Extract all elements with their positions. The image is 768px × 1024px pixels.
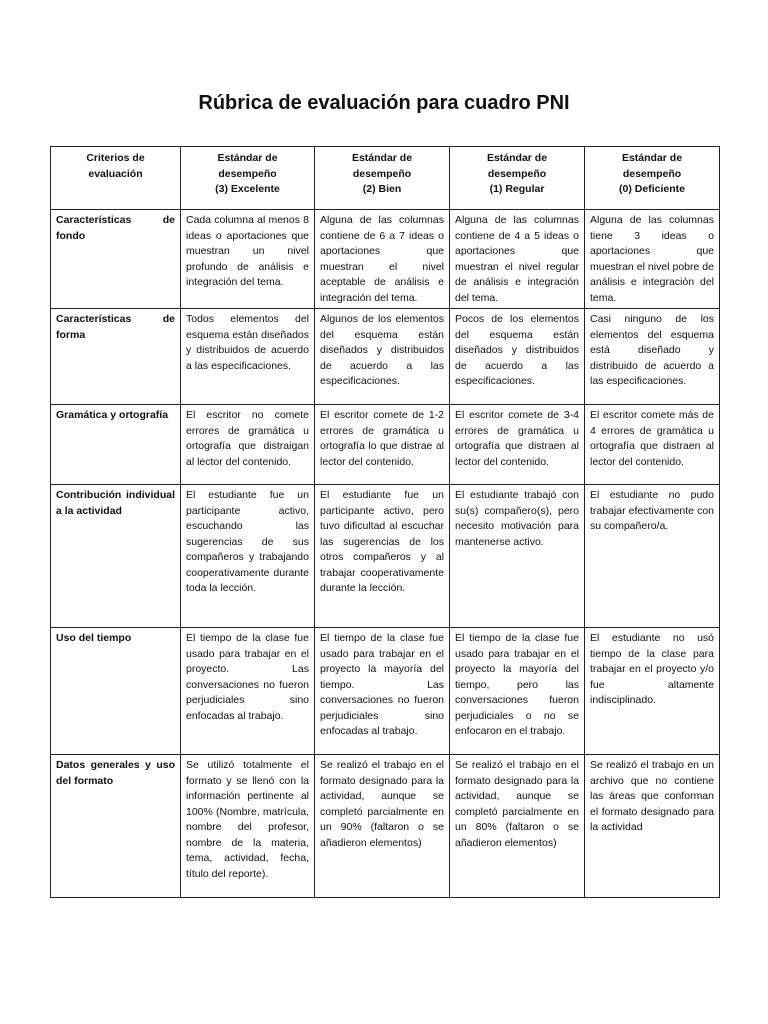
- rubric-table: [50, 146, 720, 898]
- criterion-cell: Gramática y ortografía: [51, 405, 181, 485]
- descriptor-cell: Alguna de las columnas tiene 3 ideas o aportaciones que muestran el nivel pobre de análisis e integración del tema.: [585, 210, 720, 309]
- table-row: [51, 405, 720, 485]
- table-row: [51, 210, 720, 309]
- descriptor-cell: El tiempo de la clase fue usado para trabajar en el proyecto la mayoría del tiempo, pero las conversaciones fueron perjudiciales o no se enfocaron en el trabajo.: [450, 628, 585, 755]
- criterion-cell: Datos generales y uso del formato: [51, 755, 181, 898]
- table-row: [51, 309, 720, 405]
- header-criteria: Criterios de evaluación: [51, 147, 181, 210]
- descriptor-cell: Casi ninguno de los elementos del esquema está diseñado y distribuido de acuerdo a las especificaciones.: [585, 309, 720, 405]
- descriptor-cell: Se realizó el trabajo en el formato designado para la actividad, aunque se completó parcialmente en un 80% (faltaron o se añadieron elementos): [450, 755, 585, 898]
- header-excelente: Estándar de desempeño (3) Excelente: [181, 147, 315, 210]
- descriptor-cell: Se utilizó totalmente el formato y se llenó con la información pertinente al 100% (Nombre, matrícula, nombre del profesor, nombre de la materia, tema, actividad, fecha, título del reporte).: [181, 755, 315, 898]
- descriptor-cell: El estudiante no pudo trabajar efectivamente con su compañero/a.: [585, 485, 720, 628]
- header-regular: Estándar de desempeño (1) Regular: [450, 147, 585, 210]
- table-row: [51, 755, 720, 898]
- header-deficiente: Estándar de desempeño (0) Deficiente: [585, 147, 720, 210]
- table-row: [51, 628, 720, 755]
- criterion-cell: Contribución individual a la actividad: [51, 485, 181, 628]
- criterion-cell: Uso del tiempo: [51, 628, 181, 755]
- descriptor-cell: El escritor comete más de 4 errores de gramática u ortografía que distraen al lector del contenido.: [585, 405, 720, 485]
- descriptor-cell: Se realizó el trabajo en un archivo que no contiene las áreas que conforman el formato designado para la actividad: [585, 755, 720, 898]
- descriptor-cell: Pocos de los elementos del esquema están diseñados y distribuidos de acuerdo a las especificaciones.: [450, 309, 585, 405]
- header-bien: Estándar de desempeño (2) Bien: [315, 147, 450, 210]
- criterion-cell: Características de forma: [51, 309, 181, 405]
- criterion-cell: Características de fondo: [51, 210, 181, 309]
- descriptor-cell: El escritor no comete errores de gramática u ortografía que distraigan al lector del contenido.: [181, 405, 315, 485]
- descriptor-cell: Algunos de los elementos del esquema están diseñados y distribuidos de acuerdo a las especificaciones.: [315, 309, 450, 405]
- descriptor-cell: Alguna de las columnas contiene de 4 a 5 ideas o aportaciones que muestran el nivel regular de análisis e integración del tema.: [450, 210, 585, 309]
- descriptor-cell: El escritor comete de 3-4 errores de gramática u ortografía que distraen al lector del contenido.: [450, 405, 585, 485]
- descriptor-cell: El estudiante fue un participante activo, pero tuvo dificultad al escuchar las sugerencias de los otros compañeros y al trabajar cooperativamente durante la lección.: [315, 485, 450, 628]
- descriptor-cell: Alguna de las columnas contiene de 6 a 7 ideas o aportaciones que muestran el nivel aceptable de análisis e integración del tema.: [315, 210, 450, 309]
- descriptor-cell: Se realizó el trabajo en el formato designado para la actividad, aunque se completó parcialmente en un 90% (faltaron o se añadieron elementos): [315, 755, 450, 898]
- descriptor-cell: El estudiante fue un participante activo, escuchando las sugerencias de sus compañeros y trabajando cooperativamente durante toda la lección.: [181, 485, 315, 628]
- descriptor-cell: El estudiante no usó tiempo de la clase para trabajar en el proyecto y/o fue altamente indisciplinado.: [585, 628, 720, 755]
- descriptor-cell: El tiempo de la clase fue usado para trabajar en el proyecto. Las conversaciones no fueron perjudiciales sino enfocadas al trabajo.: [181, 628, 315, 755]
- descriptor-cell: El estudiante trabajó con su(s) compañero(s), pero necesito motivación para mantenerse activo.: [450, 485, 585, 628]
- descriptor-cell: Cada columna al menos 8 ideas o aportaciones que muestran un nivel profundo de análisis e integración del tema.: [181, 210, 315, 309]
- table-row: [51, 485, 720, 628]
- page-title: Rúbrica de evaluación para cuadro PNI: [198, 92, 570, 114]
- descriptor-cell: Todos elementos del esquema están diseñados y distribuidos de acuerdo a las especificaciones.: [181, 309, 315, 405]
- descriptor-cell: El escritor comete de 1-2 errores de gramática u ortografía lo que distrae al lector del contenido.: [315, 405, 450, 485]
- header-row: [51, 147, 720, 210]
- descriptor-cell: El tiempo de la clase fue usado para trabajar en el proyecto la mayoría del tiempo. Las conversaciones no fueron perjudiciales sino enfocadas al trabajo.: [315, 628, 450, 755]
